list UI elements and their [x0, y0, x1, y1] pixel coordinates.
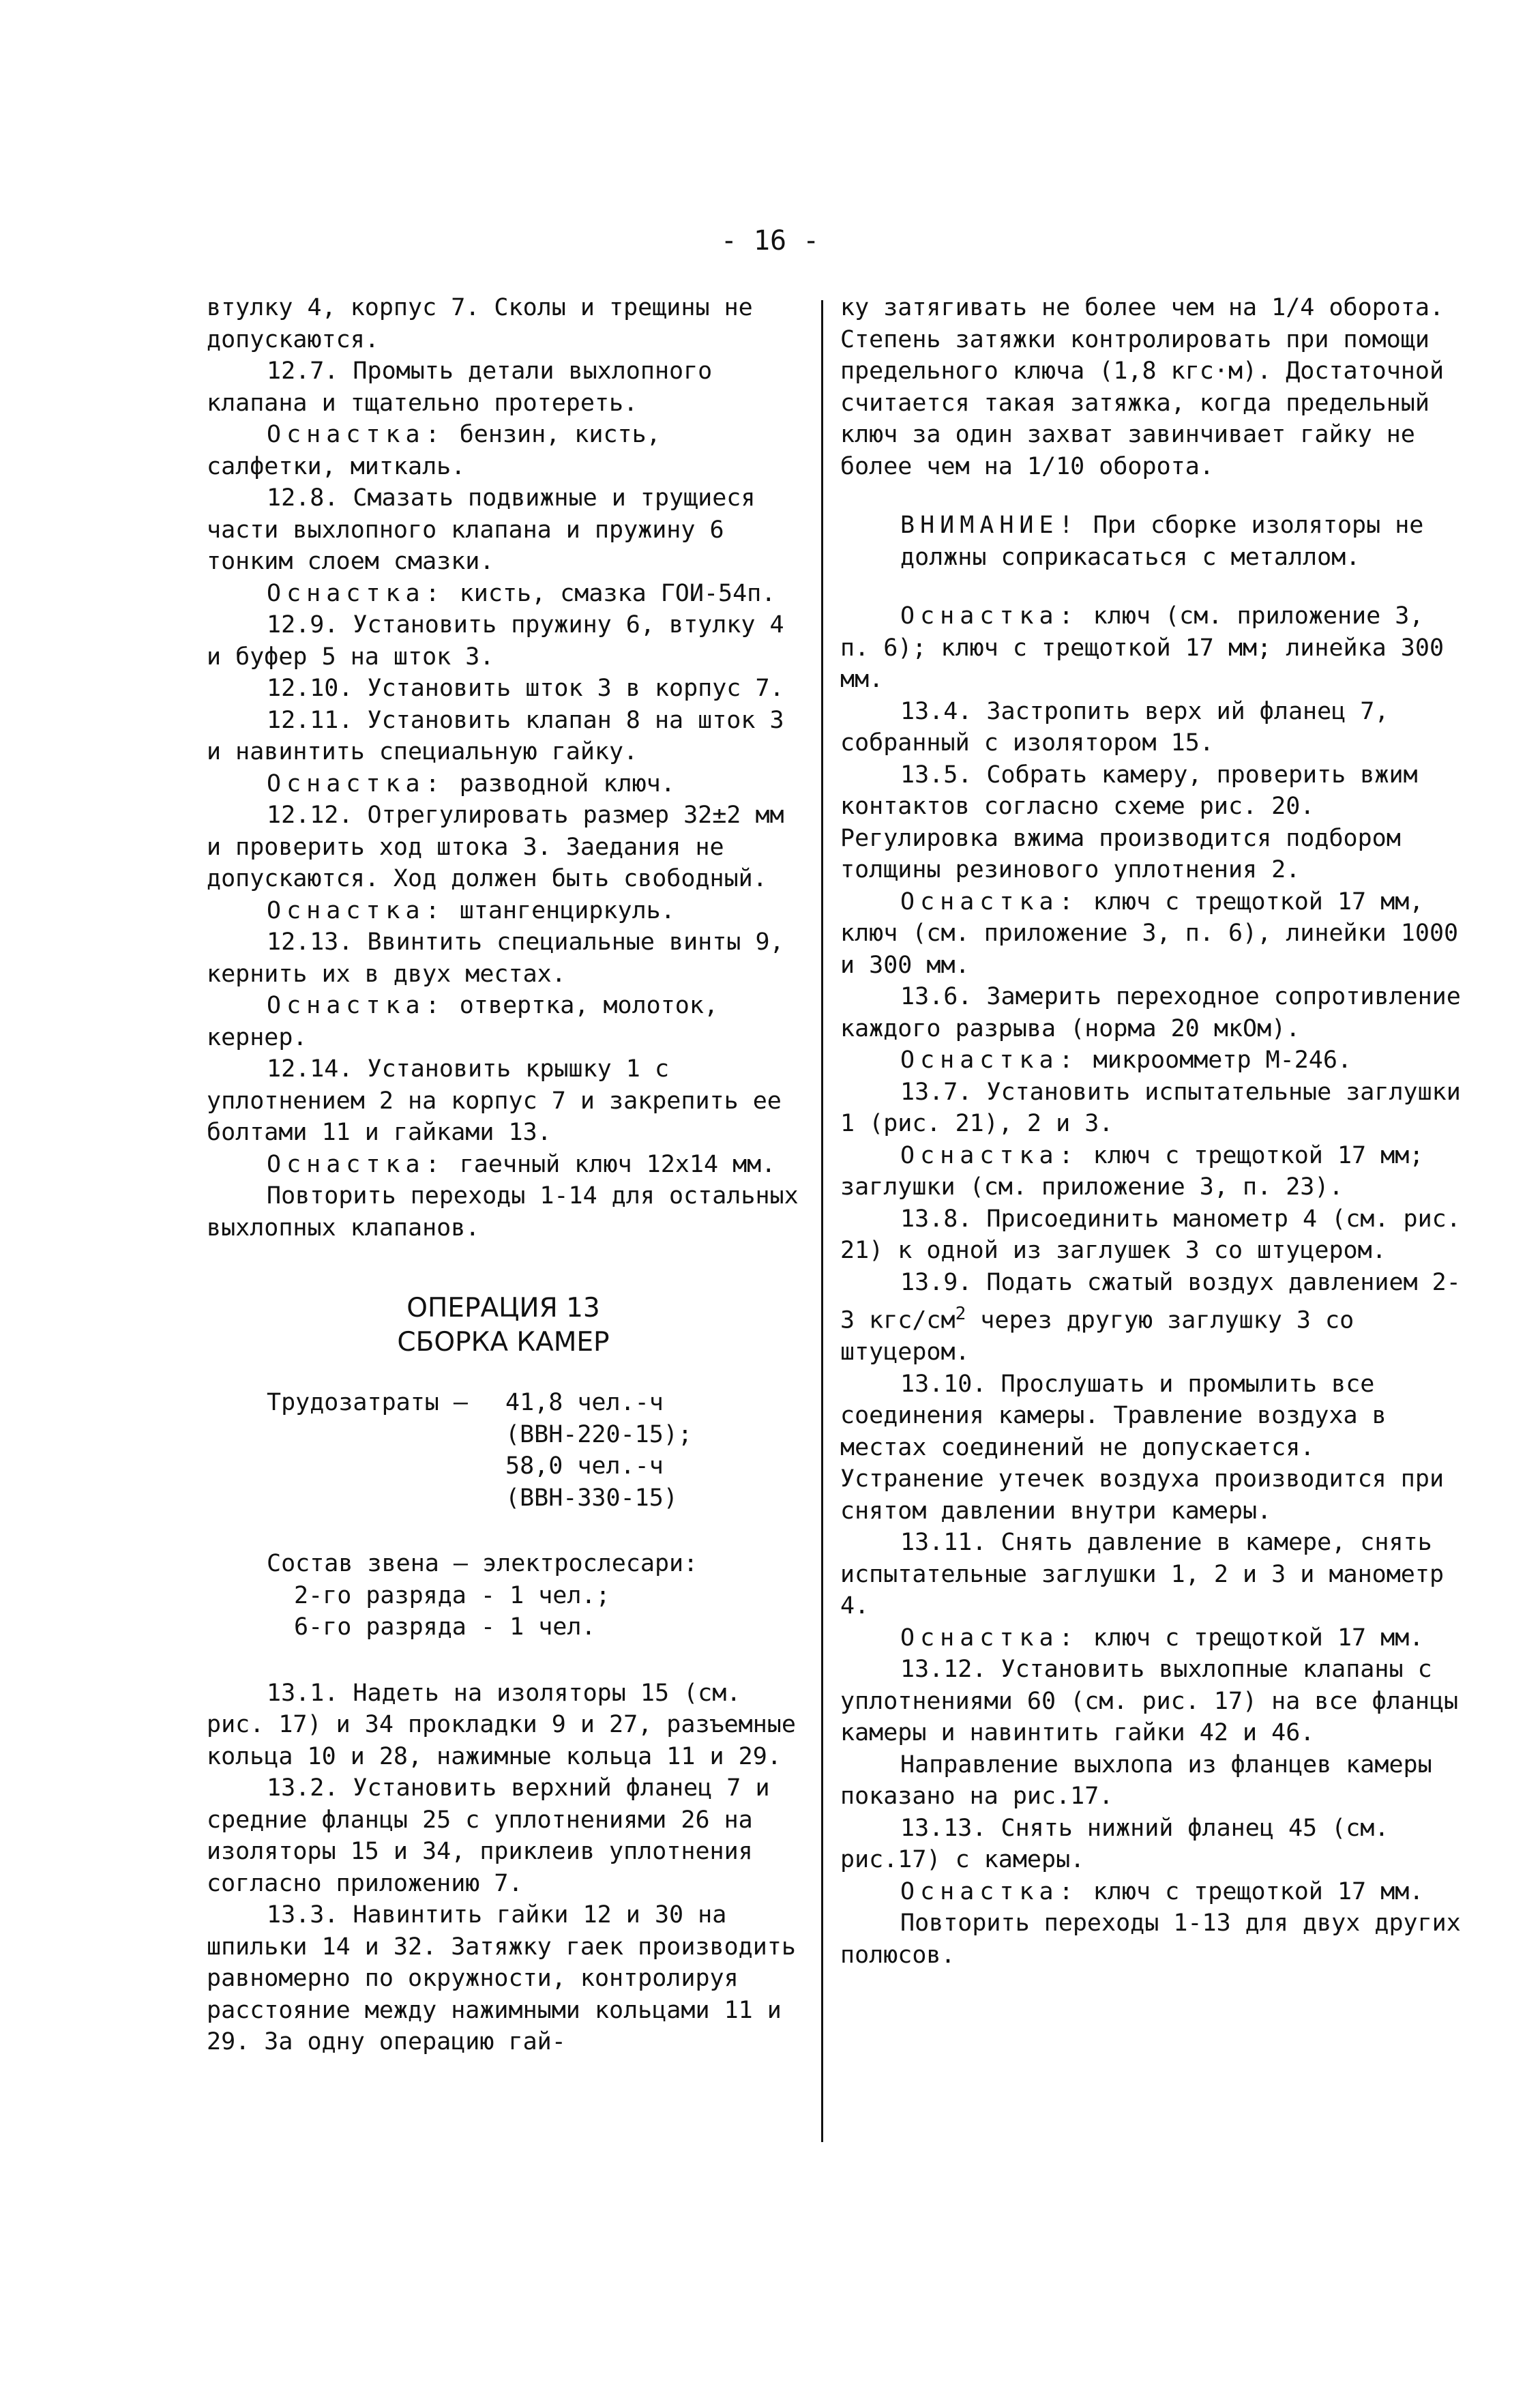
equipment-text: гаечный ключ 12x14 мм. [445, 1150, 776, 1178]
equipment-text: ключ с трещоткой 17 мм, ключ (см. приложение 3, п. 6), линейки 1000 и 300 мм. [840, 888, 1459, 979]
equipment-text: ключ с трещоткой 17 мм; заглушки (см. приложение 3, п. 23). [840, 1141, 1424, 1201]
attention-note [900, 510, 1462, 573]
paragraph: 13.10. Прослушать и промылить все соединения камеры. Травление воздуха в местах соединений не допускается. Устранение утечек воздуха производится при снятом давлении внутри камеры. [840, 1370, 1445, 1525]
attention-text: При сборке изоляторы не должны соприкасаться с металлом. [900, 512, 1424, 571]
paragraph: 12.7. Промыть детали выхлопного клапана и тщательно протереть. [207, 357, 713, 417]
labor-costs [267, 1387, 800, 1514]
equipment-label: Оснастка: [900, 1141, 1079, 1169]
crew-composition [267, 1548, 800, 1643]
paragraph: 13.3. Навинтить гайки 12 и 30 на шпильки 14 и 32. Затяжку гаек производить равномерно по окружности, контролируя расстояние между нажимными кольцами 11 и 29. За одну операцию гай- [207, 1901, 796, 2055]
right-column [840, 292, 1462, 1971]
equipment-label: Оснастка: [900, 602, 1079, 630]
equipment-note [207, 1149, 800, 1181]
equipment-label: Оснастка: [900, 888, 1079, 916]
equipment-label: Оснастка: [900, 1624, 1079, 1652]
paragraph: ку затягивать не более чем на 1/4 оборота. Степень затяжки контролировать при помощи предельного ключа (1,8 кгс·м). Достаточной считается такая затяжка, когда предельный ключ за один захват завинчивает гайку не более чем на 1/10 оборота. [840, 294, 1445, 480]
paragraph: 13.6. Замерить переходное сопротивление каждого разрыва (норма 20 мкОм). [840, 983, 1461, 1042]
equipment-text: отвертка, молоток, кернер. [207, 992, 719, 1051]
paragraph: 13.8. Присоединить манометр 4 (см. рис. 21) к одной из заглушек 3 со штуцером. [840, 1205, 1461, 1264]
paragraph: 13.4. Застропить верх ий фланец 7, собранный с изолятором 15. [840, 697, 1389, 757]
equipment-text: ключ с трещоткой 17 мм. [1078, 1624, 1424, 1652]
equipment-note [840, 886, 1462, 982]
equipment-note [840, 600, 1462, 696]
equipment-note [207, 578, 800, 610]
paragraph: 12.10. Установить шток 3 в корпус 7. [267, 675, 784, 702]
left-column [207, 292, 800, 2058]
equipment-note [207, 768, 800, 800]
attention-label: ВНИМАНИЕ! [900, 512, 1079, 539]
operation-heading [207, 1291, 800, 1360]
labor-value: 58,0 чел.-ч [505, 1452, 664, 1480]
paragraph: Повторить переходы 1-14 для остальных выхлопных клапанов. [207, 1182, 799, 1242]
paragraph: 12.8. Смазать подвижные и трущиеся части выхлопного клапана и пружину 6 тонким слоем смазки. [207, 484, 756, 575]
equipment-text: ключ (см. приложение 3, п. 6); ключ с трещоткой 17 мм; линейка 300 мм. [840, 602, 1445, 693]
paragraph: 13.5. Собрать камеру, проверить вжим контактов согласно схеме рис. 20. Регулировка вжима производится подбором толщины резинового уплотнения 2. [840, 761, 1418, 883]
operation-title: ОПЕРАЦИЯ 13 [406, 1293, 600, 1323]
equipment-label: Оснастка: [267, 1150, 445, 1178]
paragraph: 12.11. Установить клапан 8 на шток 3 и навинтить специальную гайку. [207, 706, 784, 765]
paragraph: 12.12. Отрегулировать размер 32±2 мм и проверить ход штока 3. Заедания не допускаются. Ход должен быть свободный. [207, 802, 784, 892]
equipment-text: разводной ключ. [445, 770, 675, 797]
crew-label: Состав звена — электрослесари: [267, 1550, 698, 1577]
labor-label: Трудозатраты — [267, 1389, 469, 1416]
equipment-label: Оснастка: [900, 1046, 1079, 1074]
page-number: - 16 - [720, 225, 820, 257]
paragraph: 12.9. Установить пружину 6, втулку 4 и буфер 5 на шток 3. [207, 611, 784, 671]
paragraph: втулку 4, корпус 7. Сколы и трещины не допускаются. [207, 294, 753, 353]
paragraph [840, 1267, 1462, 1368]
crew-item: 2-го разряда - 1 чел.; [294, 1581, 610, 1609]
equipment-label: Оснастка: [267, 579, 445, 607]
labor-value: (ВВН-220-15); [505, 1420, 692, 1448]
equipment-text: кисть, смазка ГОИ-54п. [445, 579, 776, 607]
text-part: через другую заглушку 3 со штуцером. [840, 1306, 1354, 1366]
paragraph: 12.13. Ввинтить специальные винты 9, кернить их в двух местах. [207, 928, 784, 988]
paragraph: 13.12. Установить выхлопные клапаны с уплотнениями 60 (см. рис. 17) на все фланцы камеры и навинтить гайки 42 и 46. [840, 1656, 1459, 1747]
column-divider [821, 300, 823, 2142]
equipment-note [840, 1876, 1462, 1908]
equipment-label: Оснастка: [900, 1877, 1079, 1905]
paragraph: 13.1. Надеть на изоляторы 15 (см. рис. 17) и 34 прокладки 9 и 27, разъемные кольца 10 и 28, нажимные кольца 11 и 29. [207, 1679, 796, 1770]
equipment-note [207, 419, 800, 482]
equipment-label: Оснастка: [267, 992, 445, 1019]
labor-value: (ВВН-330-15) [505, 1484, 678, 1512]
paragraph: 13.2. Установить верхний фланец 7 и средние фланцы 25 с уплотнениями 26 на изоляторы 15 и 34, приклеив уплотнения согласно приложению 7. [207, 1774, 770, 1897]
operation-subtitle: СБОРКА КАМЕР [397, 1327, 610, 1358]
equipment-text: бензин, кисть, салфетки, миткаль. [207, 421, 661, 480]
paragraph: Повторить переходы 1-13 для двух других полюсов. [840, 1909, 1461, 1969]
equipment-label: Оснастка: [267, 896, 445, 924]
equipment-note [207, 895, 800, 927]
equipment-note [840, 1044, 1462, 1076]
labor-value: 41,8 чел.-ч [505, 1389, 664, 1416]
equipment-text: штангенциркуль. [445, 896, 675, 924]
equipment-note [207, 990, 800, 1053]
equipment-text: ключ с трещоткой 17 мм. [1078, 1877, 1424, 1905]
superscript: 2 [955, 1304, 966, 1324]
text-part: 13.9. Подать сжатый воздух давлением 2-3 кгс/см [840, 1268, 1461, 1334]
equipment-label: Оснастка: [267, 421, 445, 448]
paragraph: 13.13. Снять нижний фланец 45 (см. рис.17) с камеры. [840, 1814, 1389, 1874]
crew-item: 6-го разряда - 1 чел. [294, 1613, 596, 1641]
paragraph: 12.14. Установить крышку 1 с уплотнением 2 на корпус 7 и закрепить ее болтами 11 и гайками 13. [207, 1055, 782, 1146]
equipment-text: микроомметр М-246. [1078, 1046, 1352, 1074]
equipment-label: Оснастка: [267, 770, 445, 797]
equipment-note [840, 1622, 1462, 1654]
equipment-note [840, 1140, 1462, 1203]
paragraph: Направление выхлопа из фланцев камеры показано на рис.17. [840, 1751, 1432, 1811]
paragraph: 13.7. Установить испытательные заглушки 1 (рис. 21), 2 и 3. [840, 1078, 1461, 1137]
paragraph: 13.11. Снять давление в камере, снять испытательные заглушки 1, 2 и 3 и манометр 4. [840, 1529, 1445, 1620]
